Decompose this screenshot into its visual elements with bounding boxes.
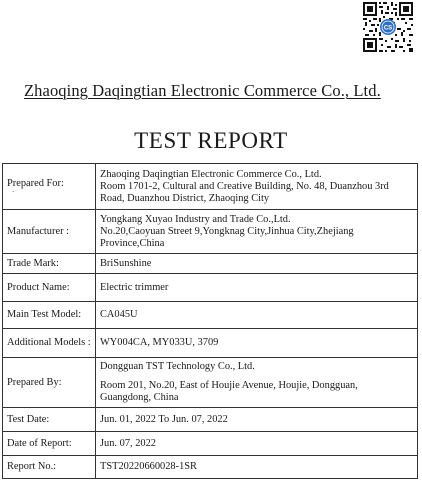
value-line: No.20,Caoyuan Street 9,Yongknag City,Jinhua City,Zhejiang — [100, 225, 354, 237]
value-line: Room 1701-2, Cultural and Creative Building, No. 48, Duanzhou 3rd — [100, 180, 389, 192]
row-trade-mark — [3, 254, 418, 274]
row-prepared-by — [3, 358, 418, 408]
row-value: WY004CA, MY033U, 3709 — [96, 329, 418, 358]
stray-mark: · — [12, 188, 15, 196]
row-label: Trade Mark: — [3, 254, 96, 274]
row-value: CA045U — [96, 302, 418, 329]
row-report-no — [3, 456, 418, 479]
row-prepared-for — [3, 164, 418, 210]
row-label: Report No.: — [3, 456, 96, 479]
row-label: Test Date: — [3, 408, 96, 432]
label-text: Prepared For: — [7, 178, 64, 189]
row-product-name — [3, 274, 418, 302]
row-label: Manufacturer : — [3, 210, 96, 254]
row-label: Main Test Model: — [3, 302, 96, 329]
company-header: Zhaoqing Daqingtian Electronic Commerce Co., Ltd. — [24, 81, 381, 100]
row-value: Electric trimmer — [96, 274, 418, 302]
value-line: Province,China — [100, 237, 165, 249]
row-test-date — [3, 408, 418, 432]
row-manufacturer — [3, 210, 418, 254]
value-line: Yongkang Xuyao Industry and Trade Co.,Ltd. — [100, 213, 291, 225]
report-title: TEST REPORT — [134, 128, 288, 153]
row-value: Jun. 01, 2022 To Jun. 07, 2022 — [96, 408, 418, 432]
row-label: Prepared By: — [3, 358, 96, 408]
row-value: TST20220660028-1SR — [96, 456, 418, 479]
row-date-of-report — [3, 432, 418, 456]
row-label: Product Name: — [3, 274, 96, 302]
row-value — [96, 210, 418, 254]
value-line: Guangdong, China — [100, 392, 179, 403]
value-line: Road, Duanzhou District, Zhaoqing City — [100, 192, 270, 204]
row-label — [3, 164, 96, 210]
value-line: Zhaoqing Daqingtian Electronic Commerce Co., Ltd. — [100, 168, 322, 180]
row-label: Additional Models : — [3, 329, 96, 358]
row-main-test-model — [3, 302, 418, 329]
row-value — [96, 164, 418, 210]
value-line: Room 201, No.20, East of Houjie Avenue, Houjie, Dongguan, — [100, 380, 358, 391]
qr-code — [362, 1, 414, 53]
row-label: Date of Report: — [3, 432, 96, 456]
qr-badge-text: CS — [383, 25, 393, 32]
row-value: BriSunshine — [96, 254, 418, 274]
row-additional-models — [3, 329, 418, 358]
row-value — [96, 358, 418, 408]
report-info-table — [2, 163, 418, 479]
value-line: Dongguan TST Technology Co., Ltd. — [100, 361, 255, 372]
row-value: Jun. 07, 2022 — [96, 432, 418, 456]
